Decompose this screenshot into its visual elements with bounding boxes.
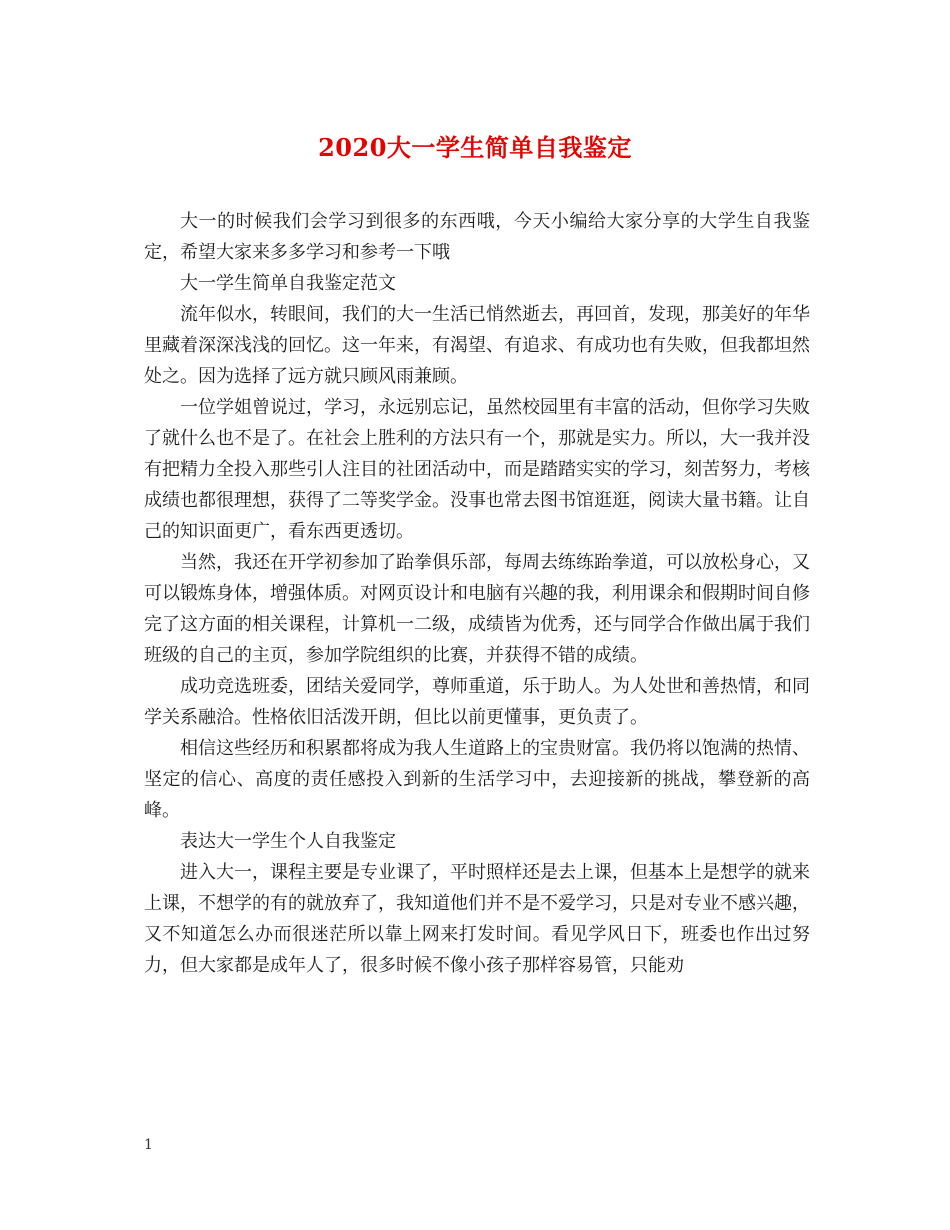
- paragraph: 相信这些经历和积累都将成为我人生道路上的宝贵财富。我仍将以饱满的热情、坚定的信心、高度的责任感投入到新的生活学习中，去迎接新的挑战，攀登新的高峰。: [144, 738, 810, 821]
- page-number: 1: [144, 1137, 153, 1153]
- section-heading-1: 大一学生简单自我鉴定范文: [180, 273, 396, 294]
- paragraph: 成功竞选班委，团结关爱同学，尊师重道，乐于助人。为人处世和善热情，和同学关系融洽。性格依旧活泼开朗，但比以前更懂事，更负责了。: [144, 676, 810, 728]
- section-heading-2: 表达大一学生个人自我鉴定: [180, 831, 396, 852]
- paragraph: 当然，我还在开学初参加了跆拳俱乐部，每周去练练跆拳道，可以放松身心，又可以锻炼身体，增强体质。对网页设计和电脑有兴趣的我，利用课余和假期时间自修完了这方面的相关课程，计算机一二级，成绩皆为优秀，还与同学合作做出属于我们班级的自己的主页，参加学院组织的比赛，并获得不错的成绩。: [144, 552, 810, 666]
- document-body: [144, 206, 810, 981]
- document-title: 2020大一学生简单自我鉴定: [318, 133, 632, 162]
- paragraph: 流年似水，转眼间，我们的大一生活已悄然逝去，再回首，发现，那美好的年华里藏着深深浅浅的回忆。这一年来，有渴望、有追求、有成功也有失败，但我都坦然处之。因为选择了远方就只顾风雨兼顾。: [144, 304, 810, 387]
- paragraph: 进入大一，课程主要是专业课了，平时照样还是去上课，但基本上是想学的就来上课，不想学的有的就放弃了，我知道他们并不是不爱学习，只是对专业不感兴趣，又不知道怎么办而很迷茫所以靠上网来打发时间。看见学风日下，班委也作出过努力，但大家都是成年人了，很多时候不像小孩子那样容易管，只能劝: [144, 862, 810, 976]
- paragraph-intro: 大一的时候我们会学习到很多的东西哦，今天小编给大家分享的大学生自我鉴定，希望大家来多多学习和参考一下哦: [144, 211, 810, 263]
- paragraph: 一位学姐曾说过，学习，永远别忘记，虽然校园里有丰富的活动，但你学习失败了就什么也不是了。在社会上胜利的方法只有一个，那就是实力。所以，大一我并没有把精力全投入那些引人注目的社团活动中，而是踏踏实实的学习，刻苦努力，考核成绩也都很理想，获得了二等奖学金。没事也常去图书馆逛逛，阅读大量书籍。让自己的知识面更广，看东西更透切。: [144, 397, 810, 542]
